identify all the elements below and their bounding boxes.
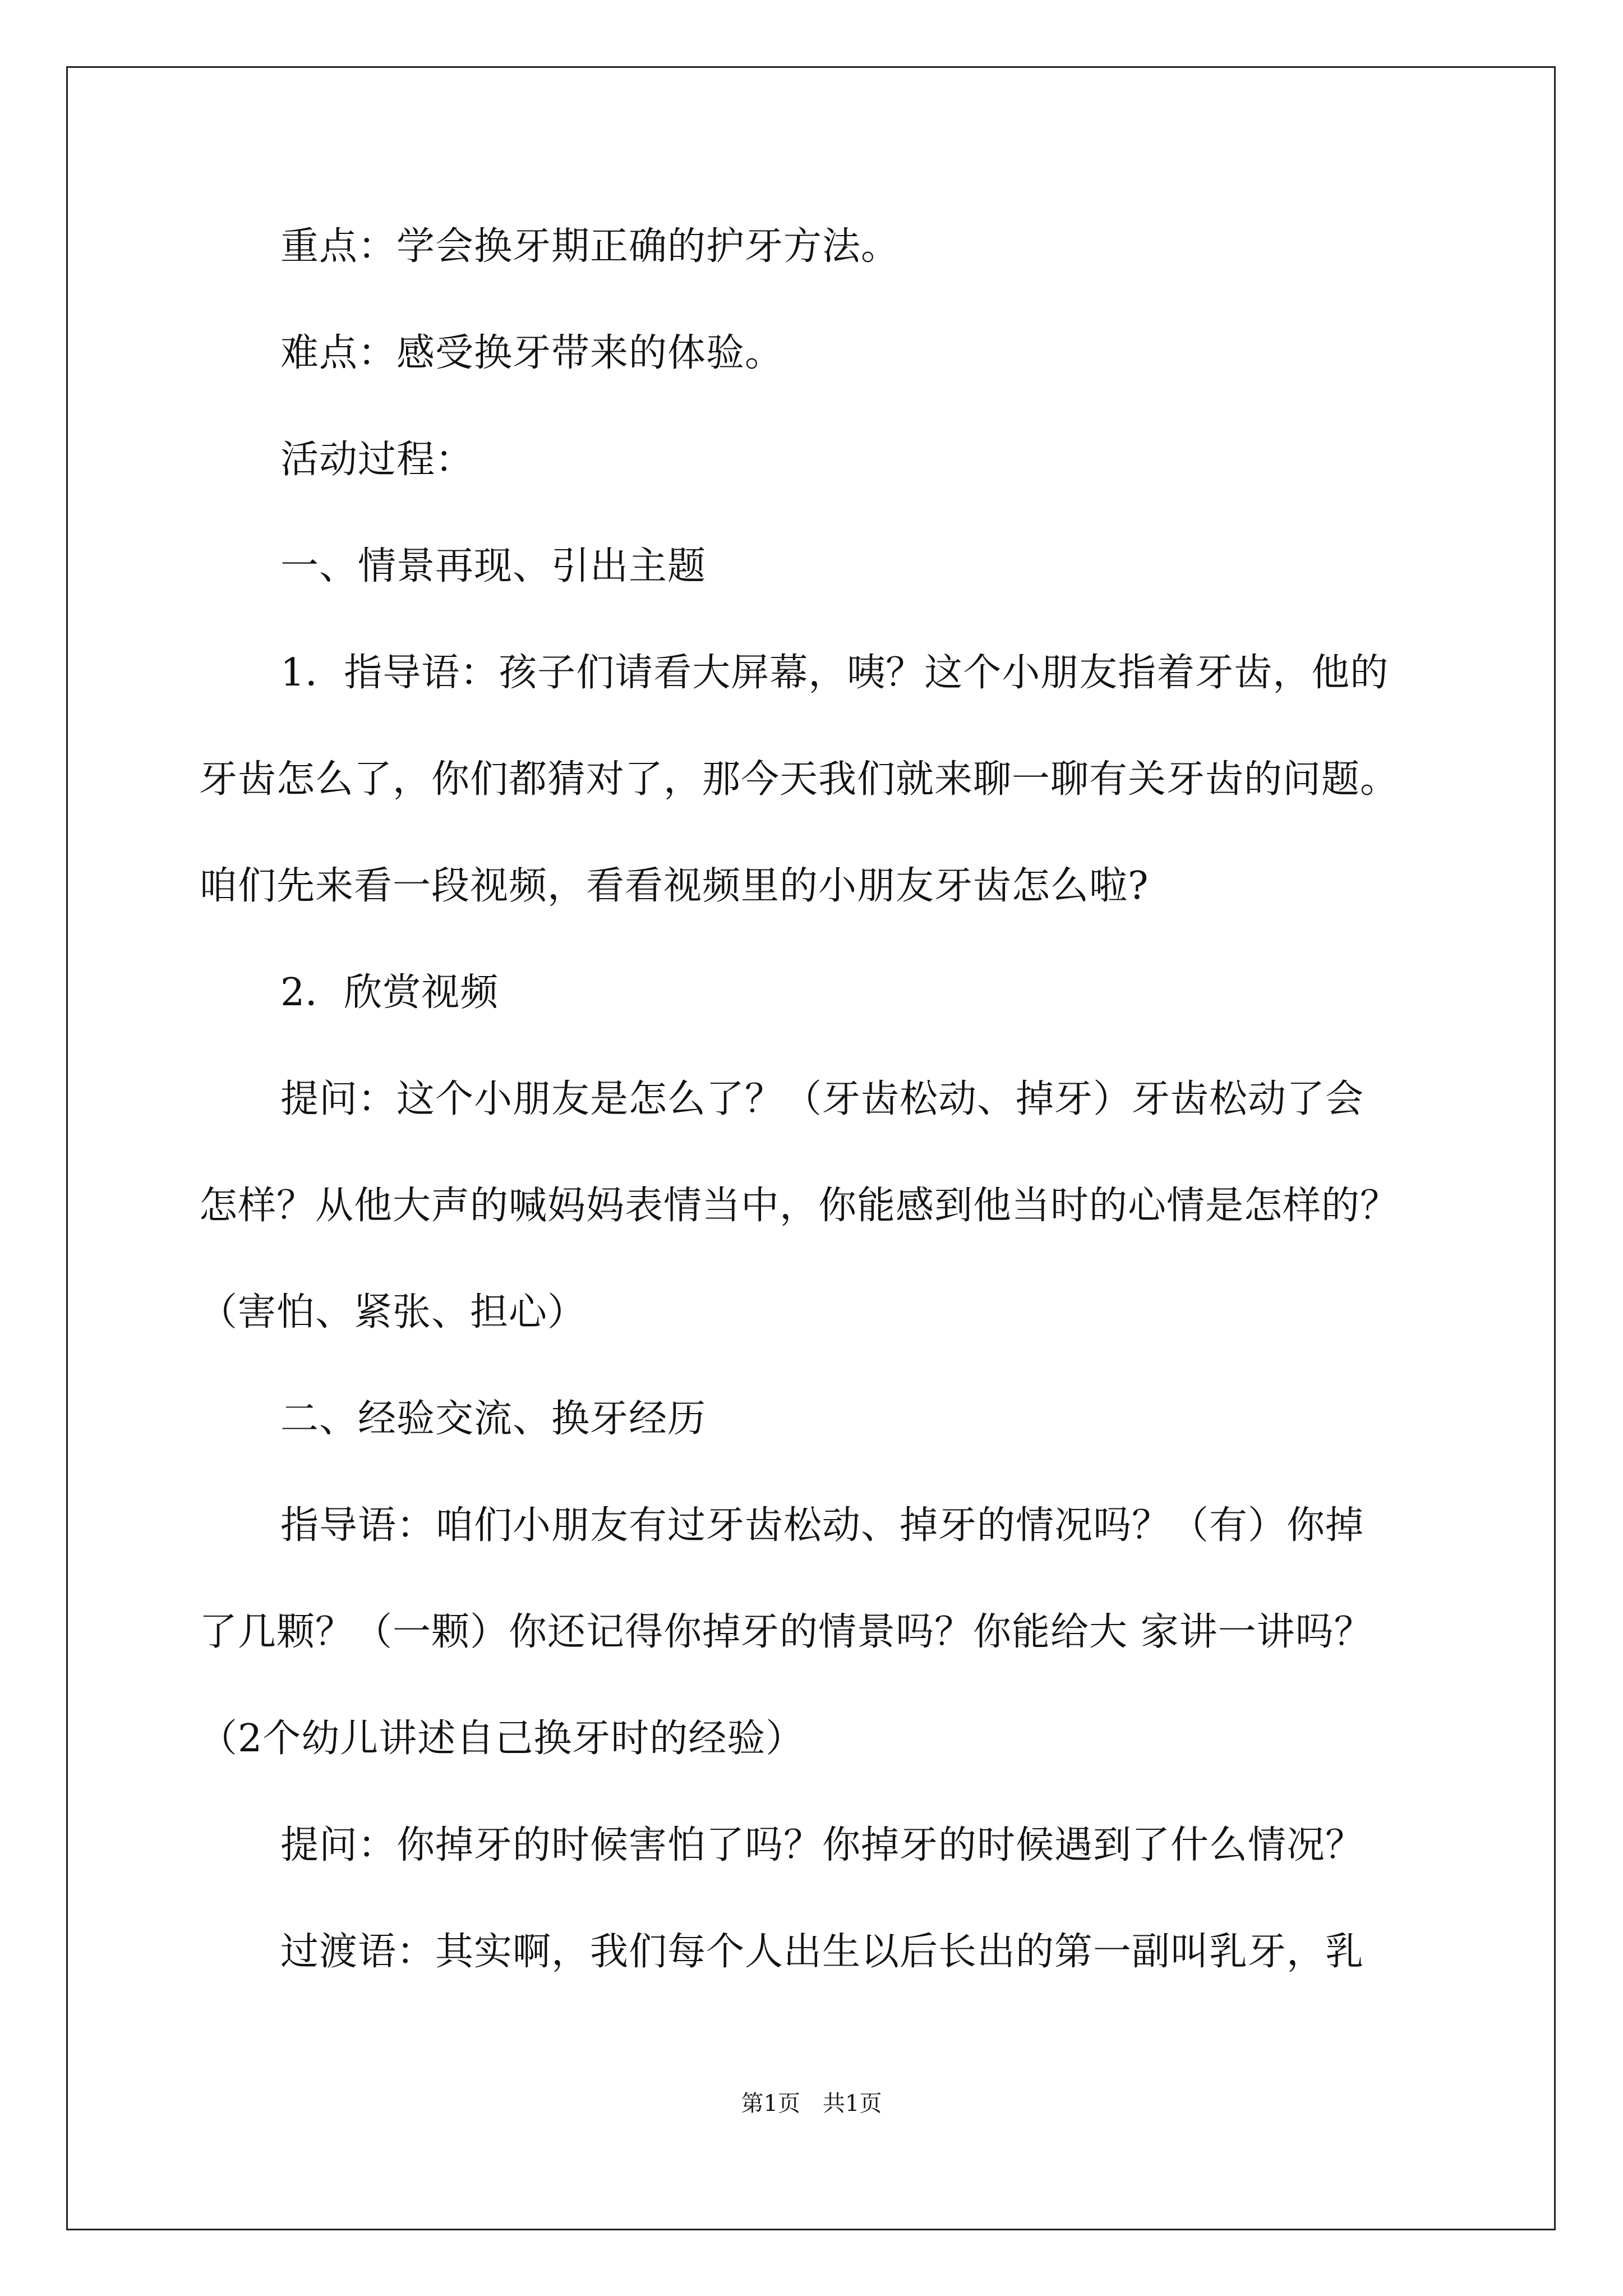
paragraph-line: （2个幼儿讲述自己换牙时的经验） — [199, 1717, 805, 1761]
paragraph-line: 指导语：咱们小朋友有过牙齿松动、掉牙的情况吗？（有）你掉 — [280, 1503, 1364, 1548]
page-number-footer: 第1页 共1页 — [741, 2091, 882, 2116]
paragraph-line: 牙齿怎么了，你们都猜对了，那今天我们就来聊一聊有关牙齿的问题。 — [199, 757, 1399, 802]
section-heading: 二、经验交流、换牙经历 — [280, 1397, 707, 1441]
paragraph-line: 过渡语：其实啊，我们每个人出生以后长出的第一副叫乳牙，乳 — [280, 1930, 1364, 1974]
paragraph-line: 重点：学会换牙期正确的护牙方法。 — [280, 224, 900, 269]
paragraph-line: 活动过程： — [280, 438, 474, 482]
section-heading: 一、情景再现、引出主题 — [280, 544, 707, 588]
paragraph-line: 提问：你掉牙的时候害怕了吗？你掉牙的时候遇到了什么情况？ — [280, 1823, 1364, 1867]
paragraph-line: 提问：这个小朋友是怎么了？（牙齿松动、掉牙）牙齿松动了会 — [280, 1077, 1364, 1121]
paragraph-line: 咱们先来看一段视频，看看视频里的小朋友牙齿怎么啦? — [199, 864, 1149, 908]
page-border — [66, 66, 1556, 2230]
paragraph-line: （害怕、紧张、担心） — [199, 1290, 587, 1335]
paragraph-line: 难点：感受换牙带来的体验。 — [280, 331, 784, 375]
paragraph-line: 1．指导语：孩子们请看大屏幕，咦？这个小朋友指着牙齿，他的 — [280, 651, 1389, 695]
paragraph-line: 了几颗？（一颗）你还记得你掉牙的情景吗？你能给大 家讲一讲吗？ — [199, 1610, 1373, 1654]
paragraph-line: 2．欣赏视频 — [280, 970, 499, 1015]
paragraph-line: 怎样？从他大声的喊妈妈表情当中，你能感到他当时的心情是怎样的？ — [199, 1184, 1399, 1228]
